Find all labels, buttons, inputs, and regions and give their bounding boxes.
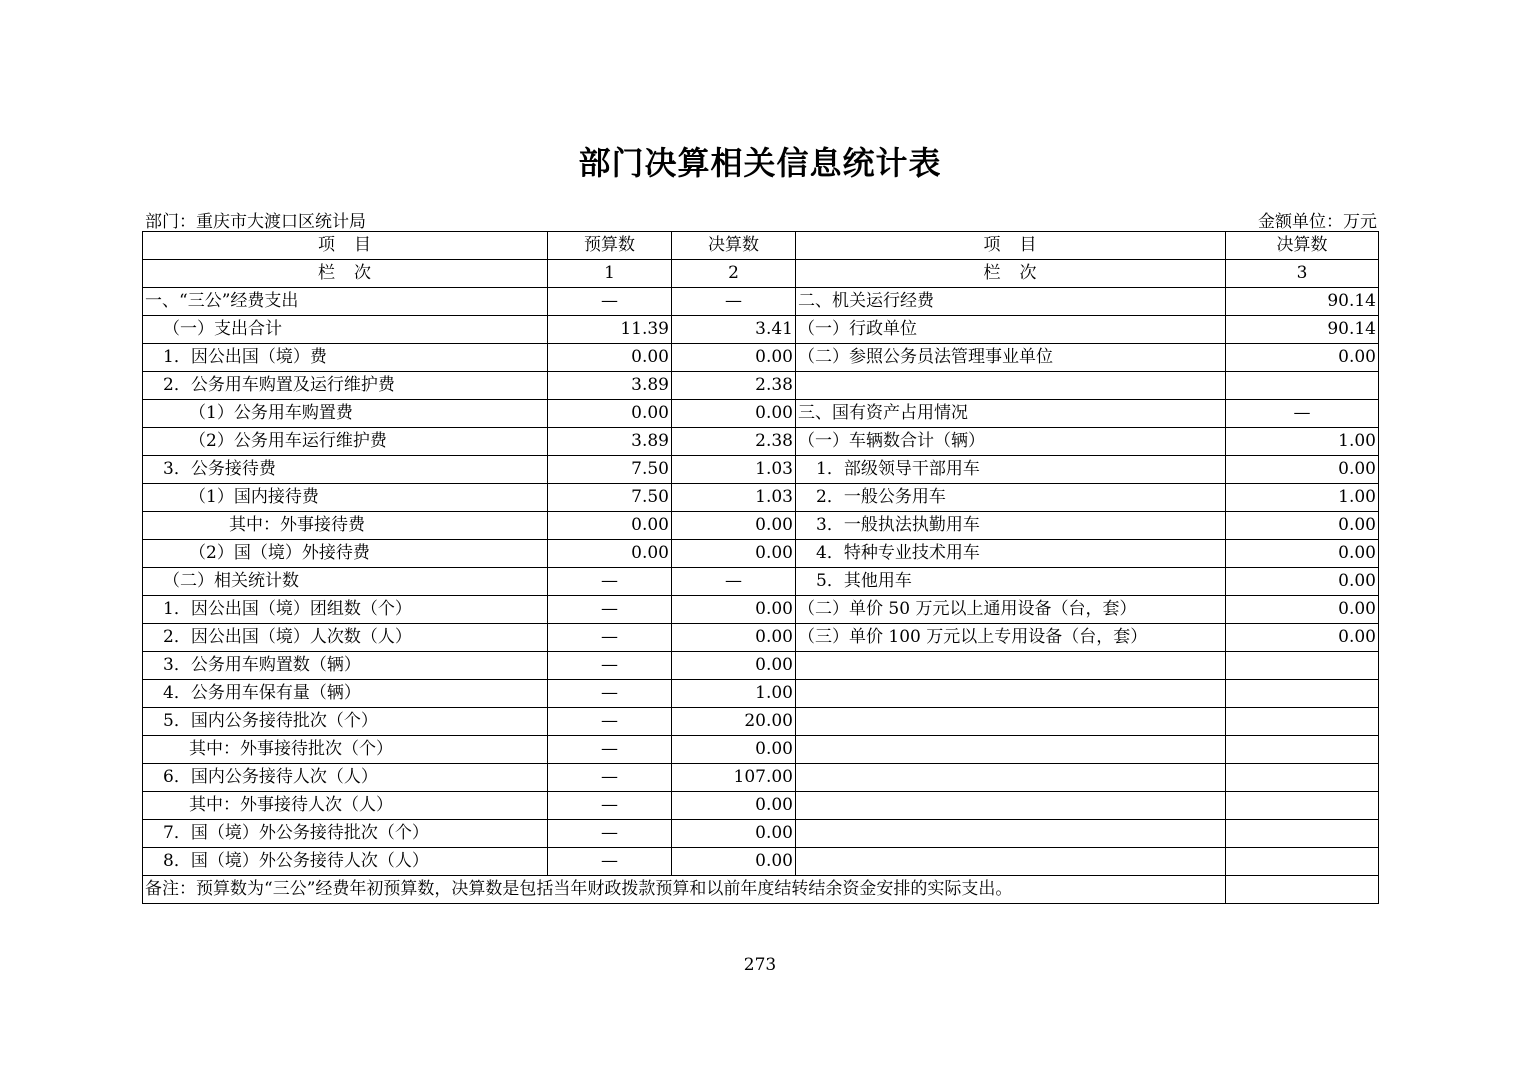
row-final-right-value: 0.00 (1226, 344, 1379, 372)
row-budget-value: — (548, 736, 672, 764)
table-row (143, 680, 1379, 708)
row-item-right: 3．一般执法执勤用车 (796, 512, 1226, 540)
row-item-right (796, 764, 1226, 792)
row-item-right (796, 372, 1226, 400)
column-number-2: 2 (672, 260, 796, 288)
row-item-left: （二）相关统计数 (143, 568, 548, 596)
page-title: 部门决算相关信息统计表 (578, 144, 942, 182)
row-item-left: 其中：外事接待人次（人） (143, 792, 548, 820)
column-number-3: 3 (1226, 260, 1379, 288)
row-item-left: 3．公务用车购置数（辆） (143, 652, 548, 680)
row-item-right: （一）车辆数合计（辆） (796, 428, 1226, 456)
row-item-right (796, 792, 1226, 820)
table-row (143, 792, 1379, 820)
row-budget-value: 0.00 (548, 400, 672, 428)
row-final-value: 0.00 (672, 400, 796, 428)
row-budget-value: 7.50 (548, 456, 672, 484)
row-final-value: 2.38 (672, 428, 796, 456)
row-final-right-value (1226, 736, 1379, 764)
row-item-right (796, 820, 1226, 848)
table-row (143, 568, 1379, 596)
row-item-left: 8．国（境）外公务接待人次（人） (143, 848, 548, 876)
row-final-right-value (1226, 708, 1379, 736)
row-final-right-value: 90.14 (1226, 288, 1379, 316)
row-budget-value: — (548, 568, 672, 596)
row-final-value: 0.00 (672, 624, 796, 652)
row-budget-value: 0.00 (548, 512, 672, 540)
table-body (143, 288, 1379, 876)
row-final-value: 0.00 (672, 344, 796, 372)
table-row (143, 316, 1379, 344)
table-row (143, 736, 1379, 764)
table-row (143, 764, 1379, 792)
row-final-value: 1.03 (672, 456, 796, 484)
row-item-right (796, 708, 1226, 736)
table-row (143, 484, 1379, 512)
column-number-1: 1 (548, 260, 672, 288)
row-budget-value: 3.89 (548, 428, 672, 456)
header-final-right: 决算数 (1226, 232, 1379, 260)
row-final-value: 0.00 (672, 736, 796, 764)
table-header-row (143, 232, 1379, 260)
row-final-right-value (1226, 848, 1379, 876)
row-budget-value: 7.50 (548, 484, 672, 512)
row-budget-value: — (548, 708, 672, 736)
table-row (143, 400, 1379, 428)
row-final-value: 0.00 (672, 848, 796, 876)
row-item-left: 其中：外事接待费 (143, 512, 548, 540)
row-budget-value: — (548, 820, 672, 848)
row-final-right-value (1226, 764, 1379, 792)
row-final-value: 107.00 (672, 764, 796, 792)
amount-unit-label: 金额单位：万元 (1258, 212, 1377, 232)
note-row (143, 876, 1379, 904)
row-item-left: 4．公务用车保有量（辆） (143, 680, 548, 708)
row-item-left: （1）国内接待费 (143, 484, 548, 512)
row-final-right-value: 0.00 (1226, 624, 1379, 652)
row-item-left: （2）国（境）外接待费 (143, 540, 548, 568)
note-empty-cell (1226, 876, 1379, 904)
header-final-left: 决算数 (672, 232, 796, 260)
row-item-left: 1．因公出国（境）费 (143, 344, 548, 372)
row-item-right (796, 652, 1226, 680)
row-final-right-value (1226, 372, 1379, 400)
row-item-left: （1）公务用车购置费 (143, 400, 548, 428)
row-item-left: 7．国（境）外公务接待批次（个） (143, 820, 548, 848)
row-item-left: 6．国内公务接待人次（人） (143, 764, 548, 792)
table-row (143, 344, 1379, 372)
row-budget-value: — (548, 652, 672, 680)
row-final-value: 2.38 (672, 372, 796, 400)
table-row (143, 652, 1379, 680)
row-final-value: — (672, 288, 796, 316)
row-final-value: 20.00 (672, 708, 796, 736)
row-final-right-value: 0.00 (1226, 568, 1379, 596)
row-final-right-value: 90.14 (1226, 316, 1379, 344)
row-final-right-value: 0.00 (1226, 456, 1379, 484)
row-budget-value: 3.89 (548, 372, 672, 400)
row-final-right-value (1226, 680, 1379, 708)
row-final-right-value: — (1226, 400, 1379, 428)
row-item-left: 其中：外事接待批次（个） (143, 736, 548, 764)
table-row (143, 848, 1379, 876)
row-budget-value: — (548, 680, 672, 708)
row-item-left: 3．公务接待费 (143, 456, 548, 484)
row-budget-value: 0.00 (548, 540, 672, 568)
row-item-right: 2．一般公务用车 (796, 484, 1226, 512)
statistics-table (142, 231, 1379, 904)
row-final-right-value (1226, 820, 1379, 848)
row-final-value: 0.00 (672, 512, 796, 540)
table-row (143, 288, 1379, 316)
column-label-left: 栏 次 (143, 260, 548, 288)
row-budget-value: 11.39 (548, 316, 672, 344)
row-final-right-value: 0.00 (1226, 512, 1379, 540)
row-item-right: （三）单价 100 万元以上专用设备（台，套） (796, 624, 1226, 652)
row-final-value: 0.00 (672, 596, 796, 624)
row-final-value: 1.03 (672, 484, 796, 512)
row-item-right: （二）单价 50 万元以上通用设备（台，套） (796, 596, 1226, 624)
table-row (143, 540, 1379, 568)
column-label-right: 栏 次 (796, 260, 1226, 288)
column-number-row (143, 260, 1379, 288)
header-item-left: 项 目 (143, 232, 548, 260)
row-budget-value: 0.00 (548, 344, 672, 372)
row-budget-value: — (548, 792, 672, 820)
row-budget-value: — (548, 848, 672, 876)
row-budget-value: — (548, 624, 672, 652)
row-item-left: （2）公务用车运行维护费 (143, 428, 548, 456)
row-final-right-value (1226, 792, 1379, 820)
row-final-value: 0.00 (672, 652, 796, 680)
row-item-left: 2．因公出国（境）人次数（人） (143, 624, 548, 652)
row-item-right: 1．部级领导干部用车 (796, 456, 1226, 484)
row-budget-value: — (548, 288, 672, 316)
row-final-right-value: 1.00 (1226, 484, 1379, 512)
row-item-right: 二、机关运行经费 (796, 288, 1226, 316)
table-row (143, 624, 1379, 652)
table-row (143, 512, 1379, 540)
row-item-left: 2．公务用车购置及运行维护费 (143, 372, 548, 400)
page-number: 273 (743, 955, 777, 975)
row-item-right (796, 736, 1226, 764)
department-label: 部门：重庆市大渡口区统计局 (145, 212, 366, 232)
row-item-left: 1．因公出国（境）团组数（个） (143, 596, 548, 624)
row-final-value: 0.00 (672, 792, 796, 820)
row-final-value: 1.00 (672, 680, 796, 708)
table-meta (143, 207, 1377, 231)
row-final-value: 0.00 (672, 820, 796, 848)
row-final-value: 3.41 (672, 316, 796, 344)
row-final-value: 0.00 (672, 540, 796, 568)
row-item-left: 一、“三公”经费支出 (143, 288, 548, 316)
table-row (143, 428, 1379, 456)
table-row (143, 820, 1379, 848)
row-final-right-value: 0.00 (1226, 540, 1379, 568)
row-item-right: （一）行政单位 (796, 316, 1226, 344)
row-item-left: （一）支出合计 (143, 316, 548, 344)
table-row (143, 456, 1379, 484)
row-item-right: 三、国有资产占用情况 (796, 400, 1226, 428)
row-final-right-value: 0.00 (1226, 596, 1379, 624)
row-item-left: 5．国内公务接待批次（个） (143, 708, 548, 736)
row-final-value: — (672, 568, 796, 596)
header-budget: 预算数 (548, 232, 672, 260)
row-final-right-value (1226, 652, 1379, 680)
row-budget-value: — (548, 596, 672, 624)
row-item-right: 4．特种专业技术用车 (796, 540, 1226, 568)
row-item-right (796, 680, 1226, 708)
row-item-right: （二）参照公务员法管理事业单位 (796, 344, 1226, 372)
row-item-right: 5．其他用车 (796, 568, 1226, 596)
row-budget-value: — (548, 764, 672, 792)
header-item-right: 项 目 (796, 232, 1226, 260)
table-note: 备注：预算数为“三公”经费年初预算数，决算数是包括当年财政拨款预算和以前年度结转结余资金安排的实际支出。 (143, 876, 1226, 904)
table-row (143, 372, 1379, 400)
row-item-right (796, 848, 1226, 876)
table-row (143, 596, 1379, 624)
row-final-right-value: 1.00 (1226, 428, 1379, 456)
table-row (143, 708, 1379, 736)
